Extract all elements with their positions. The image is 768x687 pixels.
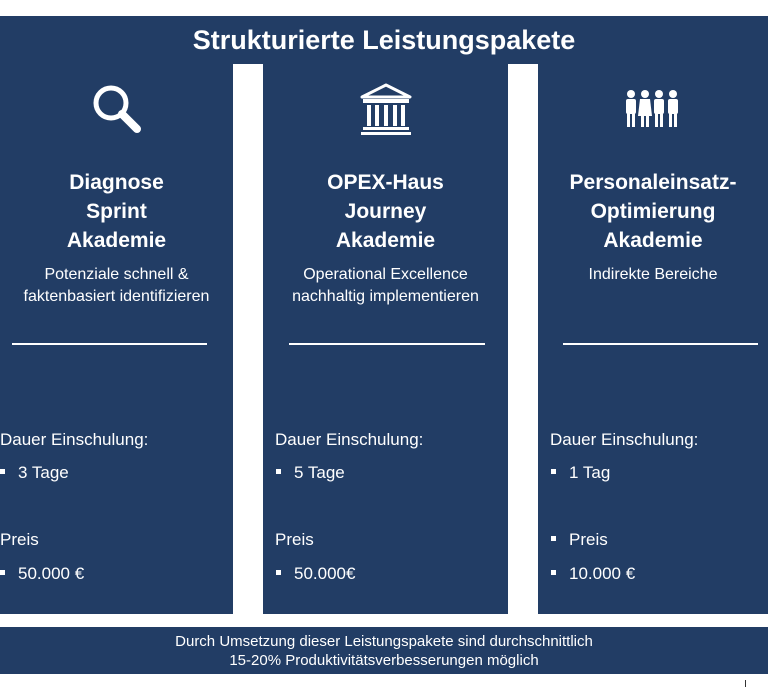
bullet-icon — [0, 570, 5, 575]
price-label — [551, 530, 608, 550]
package-name-line: Sprint — [86, 200, 147, 223]
price-value — [0, 564, 84, 584]
package-subtitle-line: Operational Excellence — [303, 266, 468, 283]
package-name-line: Akademie — [603, 229, 703, 252]
bullet-icon — [276, 570, 281, 575]
duration-label: Dauer Einschulung: — [0, 430, 149, 449]
bullet-icon — [0, 469, 5, 474]
summary-line: 15-20% Produktivitätsverbesserungen möglich — [229, 651, 539, 669]
package-card-personaleinsatz — [538, 64, 768, 614]
duration-text: 3 Tage — [18, 463, 69, 482]
bullet-icon — [551, 469, 556, 474]
package-name-line: Akademie — [335, 229, 436, 252]
package-subtitle-line: Potenziale schnell & — [44, 266, 189, 283]
package-subtitle-line: nachhaltig implementieren — [292, 288, 479, 305]
package-name-line: Optimierung — [590, 200, 716, 223]
package-subtitle — [0, 264, 233, 308]
package-name — [538, 168, 768, 255]
edge-marker — [745, 680, 746, 687]
price-value — [551, 564, 635, 584]
divider — [289, 343, 485, 345]
price-value — [276, 564, 355, 584]
package-subtitle-line: Indirekte Bereiche — [588, 266, 718, 283]
package-subtitle — [538, 264, 768, 286]
package-name-line: Personaleinsatz- — [569, 171, 737, 194]
price-label: Preis — [0, 530, 39, 549]
page-title: Strukturierte Leistungspakete — [192, 25, 576, 55]
summary-banner — [0, 627, 768, 674]
price-text: 10.000 € — [569, 564, 636, 583]
package-subtitle — [263, 264, 508, 308]
bullet-icon — [551, 536, 556, 541]
price-label-text: Preis — [569, 530, 608, 549]
package-card-opex — [263, 64, 508, 614]
package-name-line: Journey — [344, 200, 427, 223]
divider — [563, 343, 758, 345]
duration-value — [551, 463, 610, 483]
duration-label: Dauer Einschulung: — [550, 430, 699, 449]
bullet-icon — [551, 570, 556, 575]
package-card-diagnose — [0, 64, 233, 614]
divider — [12, 343, 207, 345]
people-icon — [538, 82, 768, 138]
bullet-icon — [276, 469, 281, 474]
page-title-bar — [0, 16, 768, 64]
price-label: Preis — [275, 530, 314, 549]
package-name — [263, 168, 508, 255]
duration-value — [0, 463, 69, 483]
building-icon — [263, 82, 508, 138]
package-name-line: Akademie — [66, 229, 167, 252]
price-text: 50.000 € — [18, 564, 85, 583]
package-name-line: OPEX-Haus — [327, 171, 444, 194]
duration-text: 5 Tage — [294, 463, 345, 482]
package-name — [0, 168, 233, 255]
duration-label: Dauer Einschulung: — [275, 430, 424, 449]
package-subtitle-line: faktenbasiert identifizieren — [23, 288, 210, 305]
price-text: 50.000€ — [294, 564, 356, 583]
duration-value — [276, 463, 345, 483]
magnifier-icon — [0, 82, 233, 138]
package-name-line: Diagnose — [69, 171, 164, 194]
duration-text: 1 Tag — [569, 463, 611, 482]
summary-line: Durch Umsetzung dieser Leistungspakete sind durchschnittlich — [175, 632, 593, 650]
